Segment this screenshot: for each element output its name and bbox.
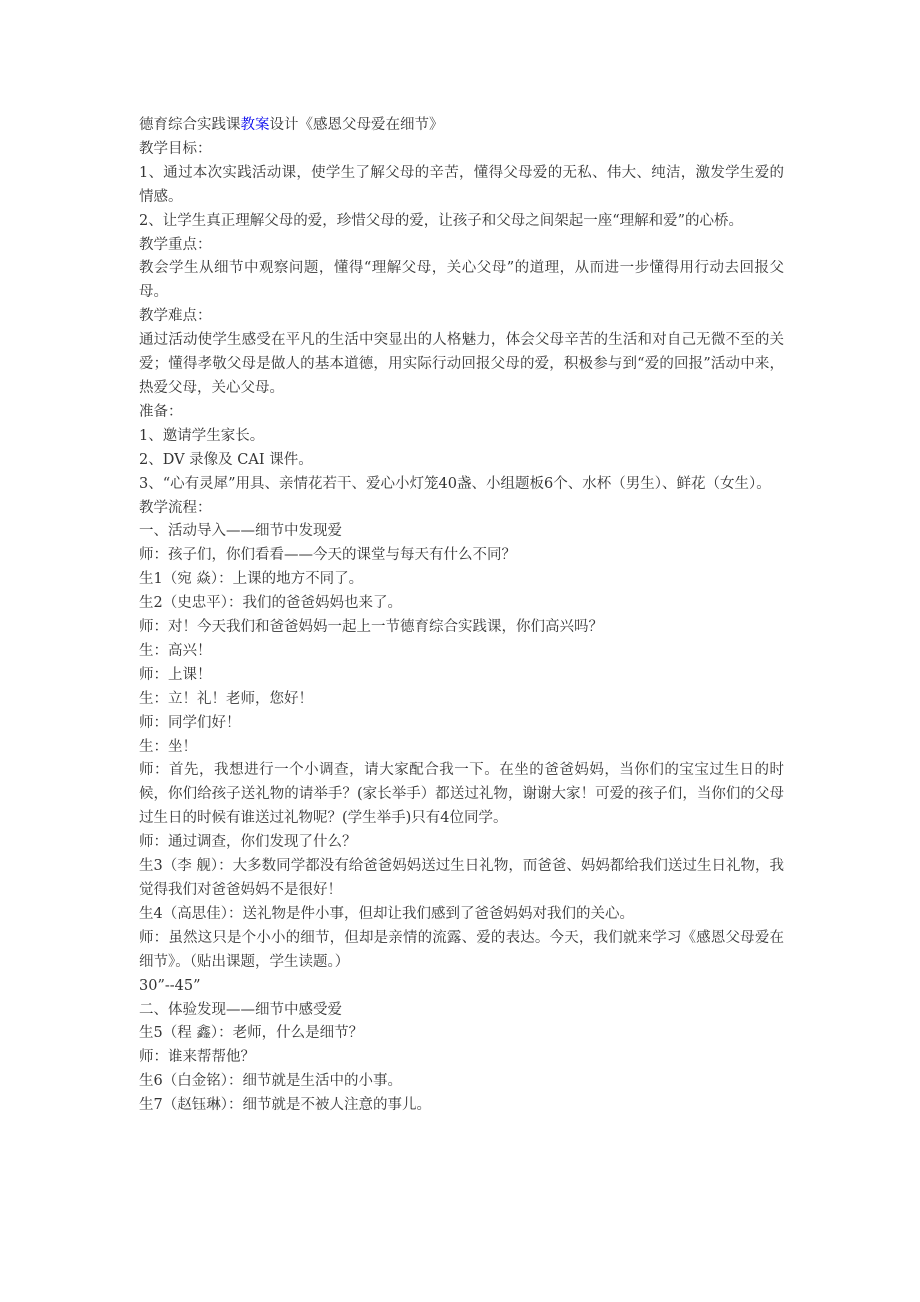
paragraph: 教学难点： bbox=[139, 308, 212, 325]
paragraph: 生：坐！ bbox=[139, 738, 197, 755]
paragraph: 2、DV 录像及 CAI 课件。 bbox=[139, 451, 313, 468]
paragraph: 1、通过本次实践活动课，使学生了解父母的辛苦，懂得父母爱的无私、伟大、纯洁，激发学生爱的情感。 bbox=[139, 164, 784, 205]
paragraph: 二、体验发现——细节中感受爱 bbox=[139, 1001, 342, 1018]
title-prefix: 德育综合实践课 bbox=[139, 117, 241, 133]
paragraph: 一、活动导入——细节中发现爱 bbox=[139, 523, 342, 540]
paragraph: 师：通过调查，你们发现了什么？ bbox=[139, 834, 357, 851]
paragraph: 通过活动使学生感受在平凡的生活中突显出的人格魅力，体会父母辛苦的生活和对自己无微不至的关爱；懂得孝敬父母是做人的基本道德，用实际行动回报父母的爱，积极参与到“爱的回报”活动中来，热爱父母，关心父母。 bbox=[139, 332, 784, 396]
paragraph: 生：高兴！ bbox=[139, 642, 212, 659]
paragraph: 师：谁来帮帮他？ bbox=[139, 1049, 255, 1066]
paragraph: 教学流程： bbox=[139, 499, 212, 516]
lesson-plan-link[interactable]: 教案 bbox=[240, 117, 270, 133]
paragraph: 生2（史忠平）：我们的爸爸妈妈也来了。 bbox=[139, 595, 402, 612]
paragraph: 生4（高思佳）：送礼物是件小事，但却让我们感到了爸爸妈妈对我们的关心。 bbox=[139, 905, 634, 922]
paragraph: 1、邀请学生家长。 bbox=[139, 427, 265, 444]
paragraph: 2、让学生真正理解父母的爱，珍惜父母的爱，让孩子和父母之间架起一座“理解和爱”的心桥。 bbox=[139, 212, 744, 229]
paragraph: 生：立！礼！老师，您好！ bbox=[139, 690, 313, 707]
paragraph: 师：对！今天我们和爸爸妈妈一起上一节德育综合实践课，你们高兴吗？ bbox=[139, 619, 603, 636]
paragraph: 30”--45” bbox=[139, 977, 201, 994]
paragraph: 准备： bbox=[139, 403, 183, 420]
paragraph: 生6（白金铭）：细节就是生活中的小事。 bbox=[139, 1073, 402, 1090]
paragraph: 教会学生从细节中观察问题，懂得“理解父母，关心父母”的道理，从而进一步懂得用行动去回报父母。 bbox=[139, 260, 784, 301]
paragraph: 师：同学们好！ bbox=[139, 714, 241, 731]
paragraph: 生7（赵钰琳）：细节就是不被人注意的事儿。 bbox=[139, 1097, 431, 1114]
paragraph: 师：孩子们，你们看看——今天的课堂与每天有什么不同？ bbox=[139, 547, 516, 564]
document-title bbox=[139, 114, 784, 138]
title-suffix: 设计《感恩父母爱在细节》 bbox=[269, 117, 444, 133]
paragraph: 生1（宛 焱）：上课的地方不同了。 bbox=[139, 571, 364, 588]
paragraph: 教学重点： bbox=[139, 236, 212, 253]
paragraph: 教学目标： bbox=[139, 140, 212, 157]
paragraph: 3、“心有灵犀”用具、亲情花若干、爱心小灯笼40盏、小组题板6个、水杯（男生）、鲜花（女生）。 bbox=[139, 475, 771, 492]
paragraph: 生5（程 鑫）：老师，什么是细节？ bbox=[139, 1025, 364, 1042]
paragraph: 师：虽然这只是个小小的细节，但却是亲情的流露、爱的表达。今天，我们就来学习《感恩父母爱在细节》。（贴出课题，学生读题。） bbox=[139, 929, 784, 970]
paragraph: 生3（李 舰）：大多数同学都没有给爸爸妈妈送过生日礼物，而爸爸、妈妈都给我们送过生日礼物，我觉得我们对爸爸妈妈不是很好！ bbox=[139, 858, 784, 898]
document-body bbox=[139, 114, 784, 1118]
paragraph: 师：上课！ bbox=[139, 666, 212, 683]
paragraph: 师：首先，我想进行一个小调查，请大家配合我一下。在坐的爸爸妈妈，当你们的宝宝过生日的时候，你们给孩子送礼物的请举手？(家长举手）都送过礼物，谢谢大家！可爱的孩子们，当你们的父母过生日的时候有谁送过礼物呢？(学生举手)只有4位同学。 bbox=[139, 762, 784, 827]
